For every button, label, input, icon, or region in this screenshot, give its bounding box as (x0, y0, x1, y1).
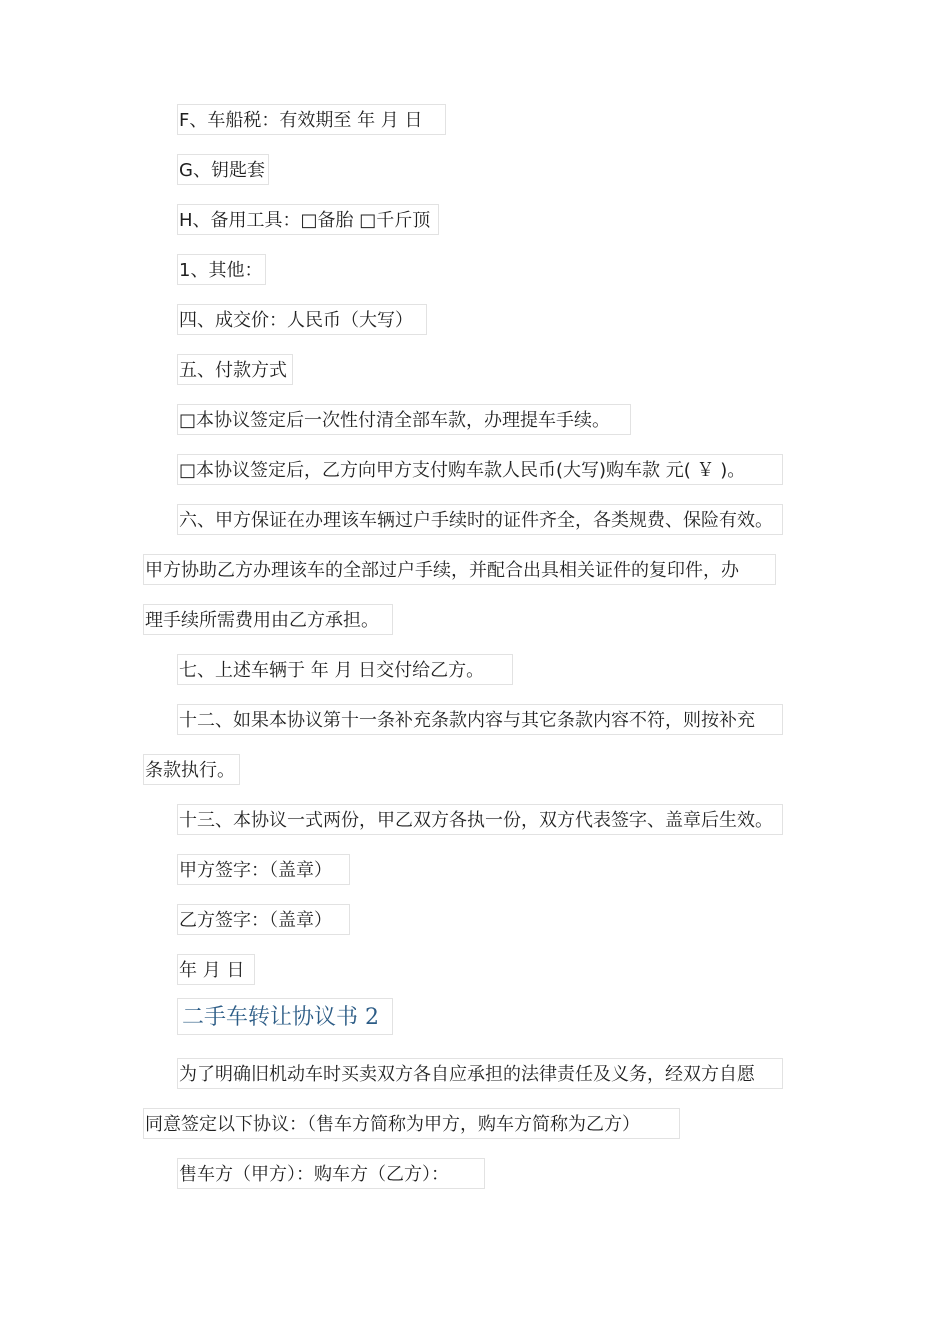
payment-option-full: □本协议签定后一次性付清全部车款，办理提车手续。 (177, 404, 631, 435)
intro-line-2: 同意签定以下协议：（售车方简称为甲方，购车方简称为乙方） (143, 1108, 680, 1139)
other-line: 1、其他： (177, 254, 266, 285)
spare-tools-line: H、备用工具：□备胎 □千斤顶 (177, 204, 439, 235)
party-b-signature: 乙方签字：（盖章） (177, 904, 350, 935)
vehicle-tax-line: F、车船税：有效期至 年 月 日 (177, 104, 446, 135)
clause-seven-line: 七、上述车辆于 年 月 日交付给乙方。 (177, 654, 513, 685)
clause-six-line-3: 理手续所需费用由乙方承担。 (143, 604, 393, 635)
section-heading: 二手车转让协议书 2 (177, 998, 393, 1035)
clause-twelve-line-2: 条款执行。 (143, 754, 240, 785)
clause-six-line-2: 甲方协助乙方办理该车的全部过户手续，并配合出具相关证件的复印件，办 (143, 554, 776, 585)
payment-option-installment: □本协议签定后，乙方向甲方支付购车款人民币(大写)购车款 元( ￥ )。 (177, 454, 783, 485)
price-line: 四、成交价：人民币（大写） (177, 304, 427, 335)
clause-twelve-line-1: 十二、如果本协议第十一条补充条款内容与其它条款内容不符，则按补充 (177, 704, 783, 735)
clause-six-line-1: 六、甲方保证在办理该车辆过户手续时的证件齐全，各类规费、保险有效。 (177, 504, 783, 535)
clause-thirteen-line: 十三、本协议一式两份，甲乙双方各执一份，双方代表签字、盖章后生效。 (177, 804, 783, 835)
party-a-signature: 甲方签字：（盖章） (177, 854, 350, 885)
parties-line: 售车方（甲方）：购车方（乙方）： (177, 1158, 485, 1189)
date-line: 年 月 日 (177, 954, 255, 985)
key-set-line: G、钥匙套 (177, 154, 269, 185)
intro-line-1: 为了明确旧机动车时买卖双方各自应承担的法律责任及义务，经双方自愿 (177, 1058, 783, 1089)
payment-method-heading: 五、付款方式 (177, 354, 293, 385)
